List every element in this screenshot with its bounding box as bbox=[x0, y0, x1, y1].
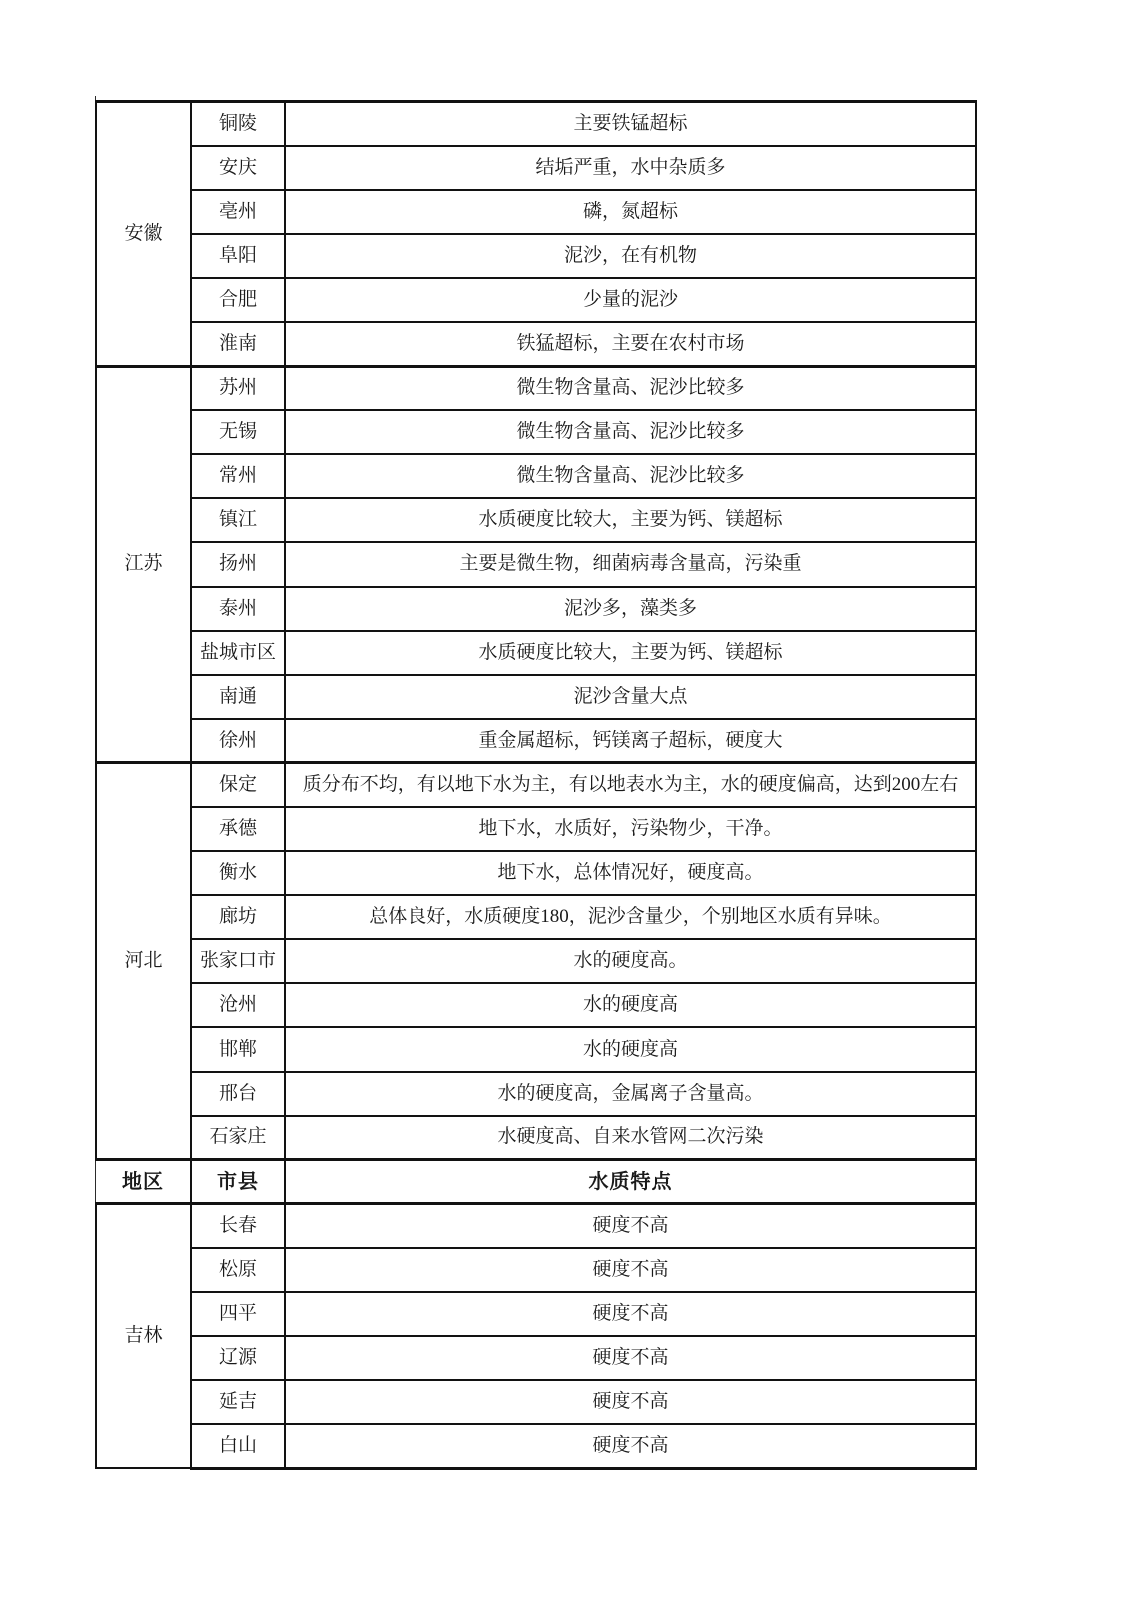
city-cell: 白山 bbox=[191, 1424, 285, 1468]
table-row bbox=[96, 1336, 976, 1380]
table-row bbox=[96, 234, 976, 278]
table-row bbox=[96, 366, 976, 410]
city-cell: 邢台 bbox=[191, 1072, 285, 1116]
feature-cell: 水的硬度高 bbox=[285, 1027, 976, 1071]
table-row bbox=[96, 631, 976, 675]
feature-cell: 水的硬度高。 bbox=[285, 939, 976, 983]
feature-cell: 总体良好，水质硬度180，泥沙含量少，个别地区水质有异味。 bbox=[285, 895, 976, 939]
table-row bbox=[96, 763, 976, 807]
region-cell: 江苏 bbox=[96, 366, 191, 763]
feature-cell: 地下水，总体情况好，硬度高。 bbox=[285, 851, 976, 895]
city-cell: 常州 bbox=[191, 454, 285, 498]
header-feature-cell: 水质特点 bbox=[285, 1160, 976, 1204]
header-city-cell: 市县 bbox=[191, 1160, 285, 1204]
feature-cell: 主要是微生物，细菌病毒含量高，污染重 bbox=[285, 542, 976, 586]
city-cell: 徐州 bbox=[191, 719, 285, 763]
city-cell: 淮南 bbox=[191, 322, 285, 366]
table-row bbox=[96, 719, 976, 763]
region-cell: 河北 bbox=[96, 763, 191, 1160]
feature-cell: 硬度不高 bbox=[285, 1380, 976, 1424]
feature-cell: 硬度不高 bbox=[285, 1248, 976, 1292]
feature-cell: 微生物含量高、泥沙比较多 bbox=[285, 454, 976, 498]
feature-cell: 微生物含量高、泥沙比较多 bbox=[285, 366, 976, 410]
feature-cell: 水硬度高、自来水管网二次污染 bbox=[285, 1116, 976, 1160]
table-row bbox=[96, 587, 976, 631]
city-cell: 沧州 bbox=[191, 983, 285, 1027]
city-cell: 长春 bbox=[191, 1204, 285, 1248]
feature-cell: 硬度不高 bbox=[285, 1292, 976, 1336]
city-cell: 四平 bbox=[191, 1292, 285, 1336]
feature-cell: 结垢严重，水中杂质多 bbox=[285, 146, 976, 190]
region-cell: 安徽 bbox=[96, 102, 191, 367]
table-row bbox=[96, 454, 976, 498]
table-row bbox=[96, 939, 976, 983]
feature-cell: 泥沙多，藻类多 bbox=[285, 587, 976, 631]
city-cell: 镇江 bbox=[191, 498, 285, 542]
table-row bbox=[96, 1072, 976, 1116]
city-cell: 松原 bbox=[191, 1248, 285, 1292]
feature-cell: 微生物含量高、泥沙比较多 bbox=[285, 410, 976, 454]
city-cell: 亳州 bbox=[191, 190, 285, 234]
city-cell: 石家庄 bbox=[191, 1116, 285, 1160]
table-row bbox=[96, 807, 976, 851]
table-row bbox=[96, 190, 976, 234]
feature-cell: 质分布不均，有以地下水为主，有以地表水为主，水的硬度偏高，达到200左右 bbox=[285, 763, 976, 807]
table-row bbox=[96, 1204, 976, 1248]
feature-cell: 铁猛超标，主要在农村市场 bbox=[285, 322, 976, 366]
water-quality-table-body bbox=[96, 102, 976, 1469]
table-row bbox=[96, 1248, 976, 1292]
table-row bbox=[96, 1380, 976, 1424]
city-cell: 延吉 bbox=[191, 1380, 285, 1424]
city-cell: 苏州 bbox=[191, 366, 285, 410]
city-cell: 张家口市 bbox=[191, 939, 285, 983]
table-row bbox=[96, 498, 976, 542]
feature-cell: 水的硬度高，金属离子含量高。 bbox=[285, 1072, 976, 1116]
table-row bbox=[96, 1116, 976, 1160]
city-cell: 廊坊 bbox=[191, 895, 285, 939]
table-row bbox=[96, 410, 976, 454]
table-row bbox=[96, 1292, 976, 1336]
city-cell: 南通 bbox=[191, 675, 285, 719]
city-cell: 承德 bbox=[191, 807, 285, 851]
feature-cell: 硬度不高 bbox=[285, 1424, 976, 1468]
city-cell: 铜陵 bbox=[191, 102, 285, 146]
header-row bbox=[96, 1160, 976, 1204]
table-row bbox=[96, 675, 976, 719]
table-row bbox=[96, 1424, 976, 1468]
city-cell: 衡水 bbox=[191, 851, 285, 895]
city-cell: 无锡 bbox=[191, 410, 285, 454]
table-row bbox=[96, 278, 976, 322]
table-row bbox=[96, 322, 976, 366]
table-row bbox=[96, 895, 976, 939]
feature-cell: 重金属超标，钙镁离子超标，硬度大 bbox=[285, 719, 976, 763]
city-cell: 辽源 bbox=[191, 1336, 285, 1380]
feature-cell: 泥沙含量大点 bbox=[285, 675, 976, 719]
city-cell: 阜阳 bbox=[191, 234, 285, 278]
table-row bbox=[96, 542, 976, 586]
feature-cell: 水质硬度比较大，主要为钙、镁超标 bbox=[285, 631, 976, 675]
table-row bbox=[96, 146, 976, 190]
city-cell: 扬州 bbox=[191, 542, 285, 586]
city-cell: 保定 bbox=[191, 763, 285, 807]
table-row bbox=[96, 983, 976, 1027]
city-cell: 合肥 bbox=[191, 278, 285, 322]
region-cell: 吉林 bbox=[96, 1204, 191, 1469]
water-quality-table bbox=[95, 100, 977, 1470]
city-cell: 泰州 bbox=[191, 587, 285, 631]
feature-cell: 泥沙，在有机物 bbox=[285, 234, 976, 278]
feature-cell: 硬度不高 bbox=[285, 1336, 976, 1380]
feature-cell: 少量的泥沙 bbox=[285, 278, 976, 322]
city-cell: 邯郸 bbox=[191, 1027, 285, 1071]
city-cell: 盐城市区 bbox=[191, 631, 285, 675]
city-cell: 安庆 bbox=[191, 146, 285, 190]
feature-cell: 硬度不高 bbox=[285, 1204, 976, 1248]
header-region-cell: 地区 bbox=[96, 1160, 191, 1204]
feature-cell: 水的硬度高 bbox=[285, 983, 976, 1027]
feature-cell: 主要铁锰超标 bbox=[285, 102, 976, 146]
feature-cell: 地下水，水质好，污染物少，干净。 bbox=[285, 807, 976, 851]
table-row bbox=[96, 851, 976, 895]
feature-cell: 磷，氮超标 bbox=[285, 190, 976, 234]
feature-cell: 水质硬度比较大，主要为钙、镁超标 bbox=[285, 498, 976, 542]
table-row bbox=[96, 102, 976, 146]
table-row bbox=[96, 1027, 976, 1071]
